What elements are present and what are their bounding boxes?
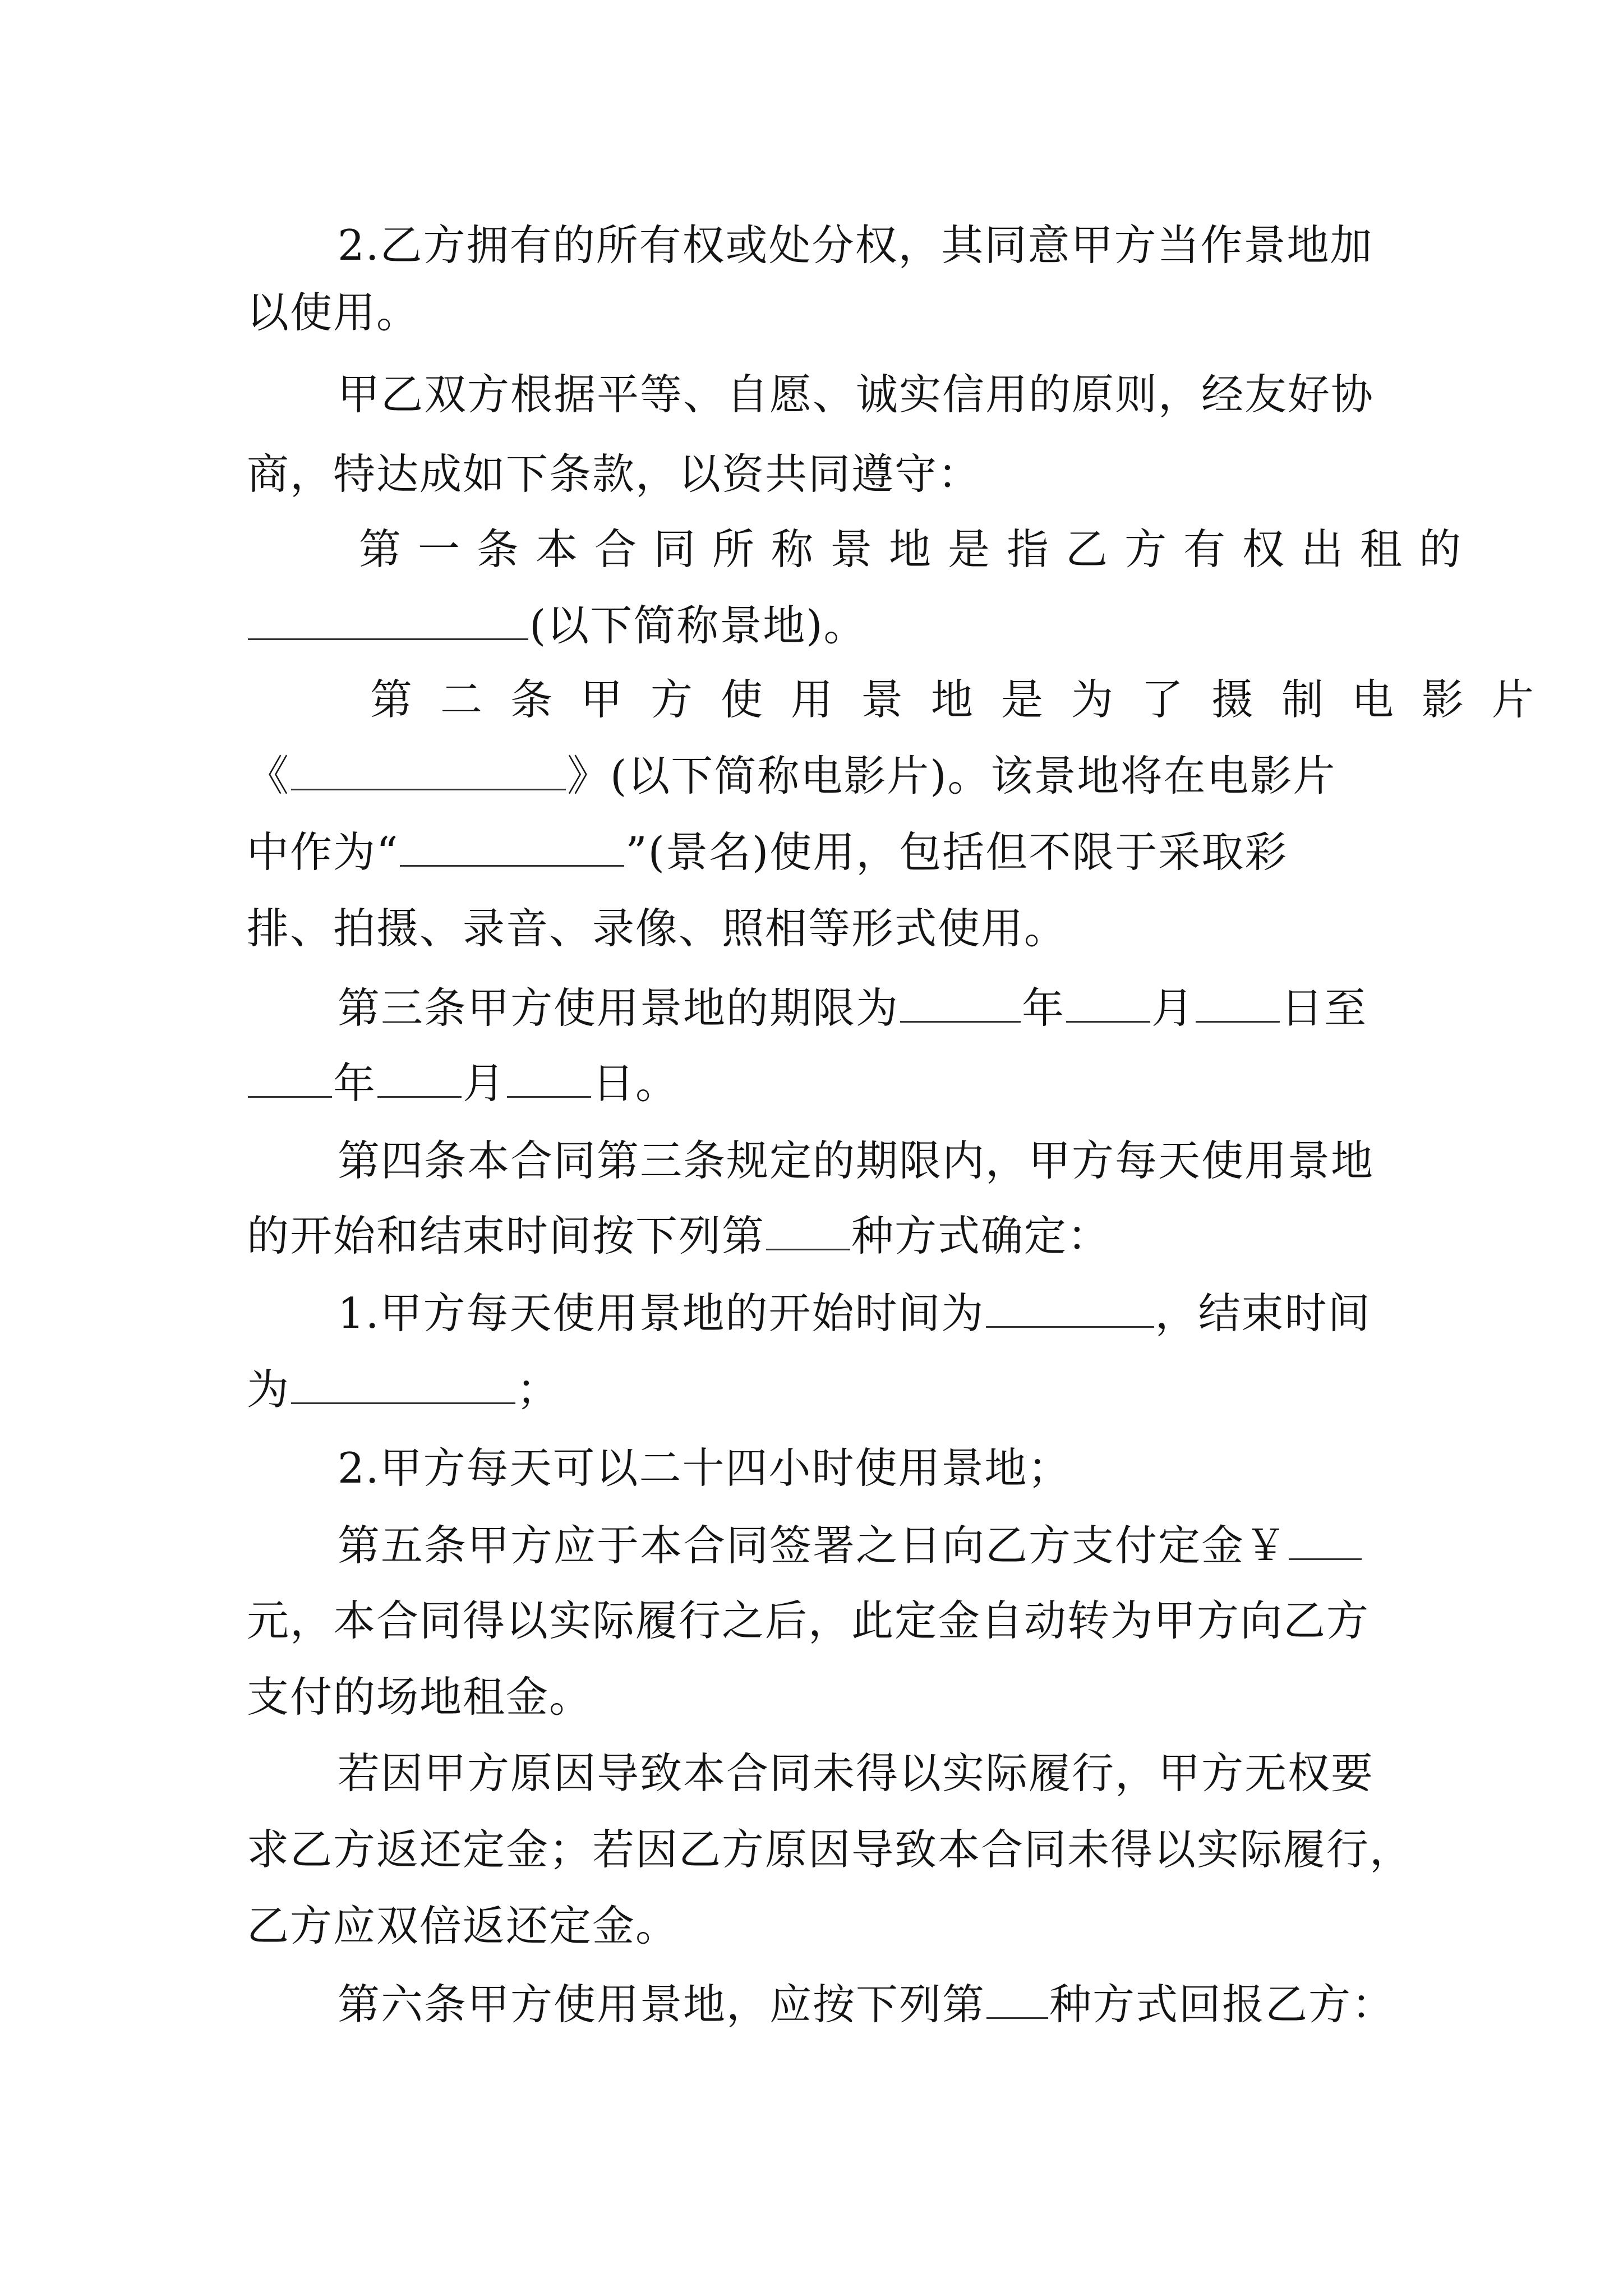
text-segment: 中作为“ bbox=[247, 827, 399, 877]
text-line bbox=[338, 977, 1374, 1039]
text-segment: 2.乙方拥有的所有权或处分权，其同意甲方当作景地加 bbox=[338, 220, 1373, 270]
text-segment: 第三条甲方使用景地的期限为 bbox=[338, 983, 900, 1033]
text-line bbox=[247, 282, 1374, 343]
text-line bbox=[247, 1359, 1374, 1420]
text-line bbox=[247, 1590, 1374, 1651]
text-line bbox=[359, 518, 1478, 580]
blank-underline bbox=[291, 788, 566, 790]
text-line bbox=[247, 1666, 1374, 1728]
text-segment: 2.甲方每天可以二十四小时使用景地； bbox=[338, 1443, 1071, 1493]
text-line bbox=[338, 1437, 1374, 1499]
text-line bbox=[247, 443, 1374, 505]
text-segment: 第五条甲方应于本合同签署之日向乙方支付定金￥ bbox=[338, 1521, 1288, 1570]
blank-underline bbox=[400, 864, 624, 867]
text-line bbox=[247, 821, 1374, 883]
text-line bbox=[247, 1895, 1374, 1957]
text-segment: 日。 bbox=[592, 1059, 679, 1108]
text-line bbox=[247, 1205, 1374, 1267]
blank-underline bbox=[986, 1326, 1154, 1328]
text-line bbox=[247, 1819, 1413, 1880]
text-line bbox=[338, 1973, 1395, 2035]
blank-underline bbox=[248, 1096, 332, 1098]
text-segment: 《 bbox=[247, 751, 291, 800]
text-segment: ”(景名)使用，包括但不限于采取彩 bbox=[625, 827, 1288, 877]
text-segment: 种方式回报乙方： bbox=[1049, 1980, 1395, 2029]
text-segment: 排、拍摄、录音、录像、照相等形式使用。 bbox=[247, 904, 1068, 953]
text-segment: 商，特达成如下条款，以资共同遵守： bbox=[247, 449, 981, 499]
text-line bbox=[247, 595, 1374, 656]
text-segment: 年 bbox=[1022, 983, 1066, 1033]
text-segment: 支付的场地租金。 bbox=[247, 1672, 593, 1722]
text-segment: 月 bbox=[463, 1059, 506, 1108]
text-segment: ； bbox=[517, 1365, 560, 1414]
blank-underline bbox=[900, 1020, 1021, 1023]
text-segment: 第四条本合同第三条规定的期限内，甲方每天使用景地 bbox=[338, 1136, 1375, 1185]
text-segment: 若因甲方原因导致本合同未得以实际履行，甲方无权要 bbox=[338, 1749, 1375, 1798]
blank-underline bbox=[1196, 1020, 1280, 1023]
text-segment: 元，本合同得以实际履行之后，此定金自动转为甲方向乙方 bbox=[247, 1596, 1370, 1645]
text-segment: 为 bbox=[247, 1365, 291, 1414]
text-line bbox=[338, 1742, 1374, 1804]
blank-underline bbox=[248, 638, 528, 640]
text-line bbox=[338, 1515, 1374, 1576]
text-line bbox=[338, 364, 1374, 425]
text-segment: ，结束时间 bbox=[1155, 1289, 1371, 1338]
text-segment: 第六条甲方使用景地，应按下列第 bbox=[338, 1980, 986, 2029]
blank-underline bbox=[766, 1248, 850, 1250]
text-segment: (以下简称景地)。 bbox=[529, 601, 867, 650]
text-segment: 的开始和结束时间按下列第 bbox=[247, 1211, 766, 1260]
text-segment: 种方式确定： bbox=[851, 1211, 1111, 1260]
blank-underline bbox=[1289, 1558, 1362, 1560]
blank-underline bbox=[1066, 1020, 1150, 1023]
text-segment: 第一条本合同所称景地是指乙方有权出租的 bbox=[359, 524, 1478, 574]
text-line bbox=[338, 1130, 1374, 1191]
text-segment: 1.甲方每天使用景地的开始时间为 bbox=[338, 1289, 985, 1338]
text-segment: 求乙方返还定金；若因乙方原因导致本合同未得以实际履行， bbox=[247, 1825, 1413, 1874]
text-segment: 月 bbox=[1151, 983, 1195, 1033]
text-segment: 年 bbox=[333, 1059, 377, 1108]
text-line bbox=[247, 898, 1374, 959]
text-line bbox=[370, 669, 1562, 730]
text-segment: 日至 bbox=[1281, 983, 1368, 1033]
text-line bbox=[247, 745, 1374, 807]
blank-underline bbox=[291, 1402, 515, 1404]
blank-underline bbox=[377, 1096, 462, 1098]
text-line bbox=[247, 1052, 1374, 1114]
text-line bbox=[338, 214, 1374, 276]
text-segment: 乙方应双倍返还定金。 bbox=[247, 1901, 679, 1950]
blank-underline bbox=[507, 1096, 591, 1098]
blank-underline bbox=[986, 2017, 1048, 2019]
text-segment: 第二条甲方使用景地是为了摄制电影片 bbox=[370, 675, 1562, 724]
text-line bbox=[338, 1282, 1374, 1344]
text-segment: 以使用。 bbox=[247, 288, 420, 337]
text-segment: 甲乙双方根据平等、自愿、诚实信用的原则，经友好协 bbox=[338, 370, 1375, 419]
text-segment: 》(以下简称电影片)。该景地将在电影片 bbox=[567, 751, 1336, 800]
